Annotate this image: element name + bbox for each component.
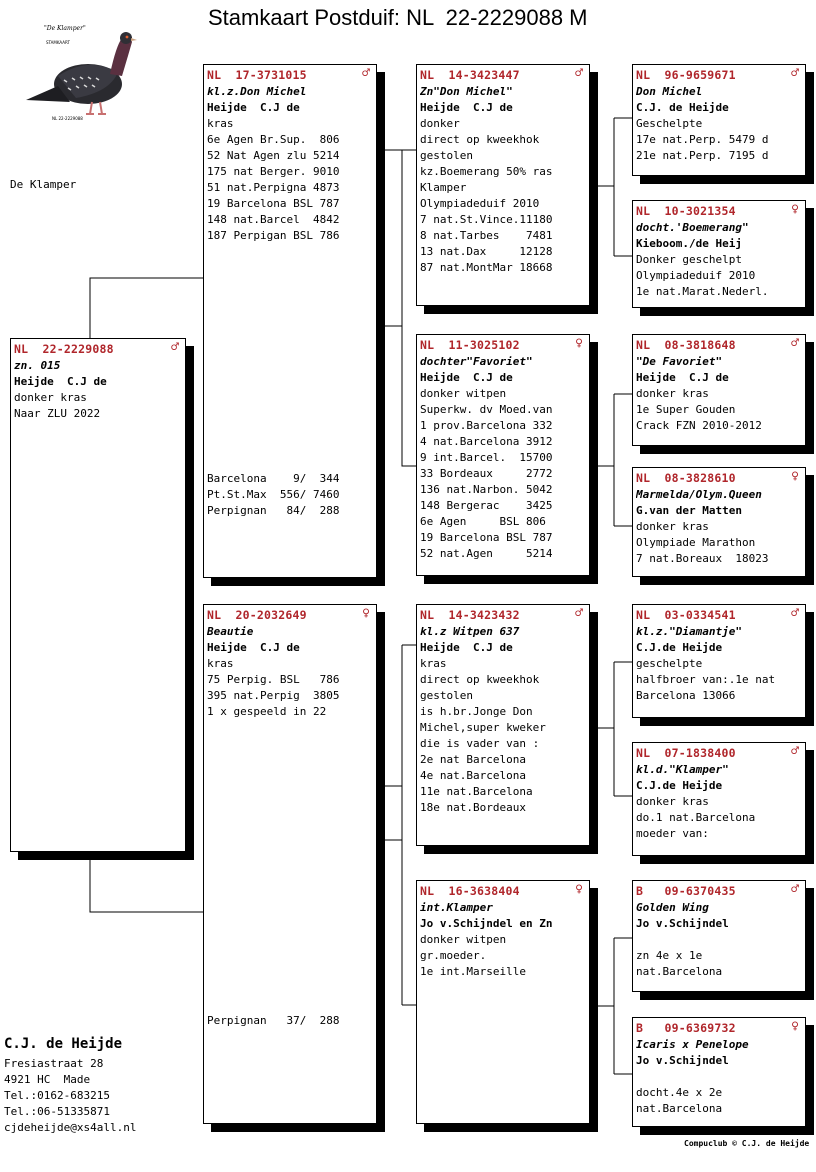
info-line: donker kras bbox=[636, 795, 709, 808]
pigeon-name: Icaris x Penelope bbox=[636, 1038, 749, 1051]
breeder-name: Kieboom./de Heij bbox=[636, 237, 742, 250]
info-line: gr.moeder. bbox=[420, 949, 487, 962]
info-line: donker witpen bbox=[420, 387, 507, 400]
info-line: donker kras bbox=[636, 387, 709, 400]
info-line: is h.br.Jonge Don bbox=[420, 705, 533, 718]
card-header bbox=[207, 607, 373, 623]
card-header bbox=[636, 337, 802, 353]
ring-number: NL 11-3025102 bbox=[420, 338, 520, 352]
pedigree-card-fmm[interactable] bbox=[632, 467, 806, 577]
logo-subcaption: STAMKAART bbox=[46, 40, 70, 45]
pigeon-name: "De Favoriet" bbox=[636, 355, 723, 368]
info-line bbox=[636, 1069, 802, 1085]
card-header bbox=[636, 607, 802, 623]
breeder-name: C.J.de Heijde bbox=[636, 779, 723, 792]
owner-address: Fresiastraat 28 bbox=[4, 1057, 104, 1070]
info-line: 148 nat.Barcel 4842 bbox=[207, 213, 340, 226]
page-title: Stamkaart Postduif: NL 22-2229088 M bbox=[208, 5, 588, 30]
info-line: 11e nat.Barcelona bbox=[420, 785, 533, 798]
breeder-name: Heijde C.J de bbox=[420, 371, 513, 384]
pedigree-card-mmm[interactable] bbox=[632, 1017, 806, 1127]
info-line: kras bbox=[207, 117, 234, 130]
card-body bbox=[420, 84, 586, 276]
card-header bbox=[14, 341, 182, 357]
info-line: direct op kweekhok bbox=[420, 133, 540, 146]
info-line: direct op kweekhok bbox=[420, 673, 540, 686]
info-line: geschelpte bbox=[636, 657, 703, 670]
card-body bbox=[636, 487, 802, 567]
male-icon: ♂ bbox=[575, 66, 583, 81]
pigeon-name: Zn"Don Michel" bbox=[420, 85, 513, 98]
owner-phone-1: Tel.:0162-683215 bbox=[4, 1089, 110, 1102]
info-line: 6e Agen BSL 806 bbox=[420, 515, 546, 528]
card-body bbox=[207, 624, 373, 720]
breeder-name: Heijde C.J de bbox=[420, 641, 513, 654]
card-header bbox=[636, 470, 802, 486]
info-line: donker witpen bbox=[420, 933, 507, 946]
card-body bbox=[636, 1037, 802, 1117]
card-body bbox=[636, 220, 802, 300]
pigeon-name: Marmelda/Olym.Queen bbox=[636, 488, 762, 501]
info-line: moeder van: bbox=[636, 827, 709, 840]
female-icon: ♀ bbox=[575, 882, 583, 897]
ring-number: NL 16-3638404 bbox=[420, 884, 520, 898]
card-body bbox=[420, 900, 586, 980]
info-line: die is vader van : bbox=[420, 737, 540, 750]
pedigree-card-father-father[interactable] bbox=[416, 64, 590, 306]
info-line: 395 nat.Perpig 3805 bbox=[207, 689, 340, 702]
card-body bbox=[636, 762, 802, 842]
card-header bbox=[636, 1020, 802, 1036]
info-line: 18e nat.Bordeaux bbox=[420, 801, 526, 814]
info-line: 9 int.Barcel. 15700 bbox=[420, 451, 553, 464]
card-body bbox=[207, 84, 373, 244]
ring-number: B 09-6369732 bbox=[636, 1021, 736, 1035]
info-line: 4 nat.Barcelona 3912 bbox=[420, 435, 553, 448]
info-line: halfbroer van:.1e nat bbox=[636, 673, 776, 686]
ring-number: NL 14-3423432 bbox=[420, 608, 520, 622]
info-line: 21e nat.Perp. 7195 d bbox=[636, 149, 769, 162]
card-body bbox=[420, 354, 586, 562]
info-line: gestolen bbox=[420, 689, 473, 702]
info-line: gestolen bbox=[420, 149, 473, 162]
info-line: 7 nat.Boreaux 18023 bbox=[636, 552, 769, 565]
info-line: 52 Nat Agen zlu 5214 bbox=[207, 149, 340, 162]
pigeon-name-label: De Klamper bbox=[10, 178, 77, 191]
ring-number: NL 03-0334541 bbox=[636, 608, 736, 622]
breeder-name: Jo v.Schijndel bbox=[636, 1054, 729, 1067]
ring-number: NL 20-2032649 bbox=[207, 608, 307, 622]
ring-number: NL 10-3021354 bbox=[636, 204, 736, 218]
female-icon: ♀ bbox=[791, 1019, 799, 1034]
owner-email[interactable]: cjdeheijde@xs4all.nl bbox=[4, 1121, 137, 1134]
owner-city: 4921 HC Made bbox=[4, 1073, 91, 1086]
male-icon: ♂ bbox=[791, 336, 799, 351]
credit-footer: Compuclub © C.J. de Heijde bbox=[684, 1139, 810, 1148]
pigeon-name: docht.'Boemerang" bbox=[636, 221, 749, 234]
result-line: Barcelona 9/ 344 bbox=[207, 472, 340, 485]
info-line: 1e nat.Marat.Nederl. bbox=[636, 285, 769, 298]
info-line: zn 4e x 1e bbox=[636, 949, 703, 962]
info-line: Crack FZN 2010-2012 bbox=[636, 419, 762, 432]
info-line: 1e Super Gouden bbox=[636, 403, 736, 416]
ring-number: NL 08-3828610 bbox=[636, 471, 736, 485]
breeder-name: Heijde C.J de bbox=[636, 371, 729, 384]
info-line bbox=[636, 932, 802, 948]
logo-caption: "De Klamper" bbox=[44, 25, 86, 32]
info-line: Michel,super kweker bbox=[420, 721, 546, 734]
owner-name: C.J. de Heijde bbox=[4, 1036, 123, 1052]
pigeon-name: int.Klamper bbox=[420, 901, 493, 914]
pigeon-name: kl.z Witpen 637 bbox=[420, 625, 520, 638]
info-line: 136 nat.Narbon. 5042 bbox=[420, 483, 553, 496]
female-icon: ♀ bbox=[791, 469, 799, 484]
breeder-name: Jo v.Schijndel bbox=[636, 917, 729, 930]
info-line: nat.Barcelona bbox=[636, 1102, 723, 1115]
info-line: donker kras bbox=[14, 391, 87, 404]
ring-number: NL 14-3423447 bbox=[420, 68, 520, 82]
info-line: 187 Perpigan BSL 786 bbox=[207, 229, 340, 242]
pedigree-card-ffm[interactable] bbox=[632, 200, 806, 308]
pedigree-card-subject[interactable] bbox=[10, 338, 186, 852]
pedigree-card-father[interactable] bbox=[203, 64, 377, 578]
card-body bbox=[636, 354, 802, 434]
ring-number: B 09-6370435 bbox=[636, 884, 736, 898]
male-icon: ♂ bbox=[791, 882, 799, 897]
card-header bbox=[420, 67, 586, 83]
info-line: 87 nat.MontMar 18668 bbox=[420, 261, 553, 274]
pigeon-name: kl.z.Don Michel bbox=[207, 85, 307, 98]
info-line: 6e Agen Br.Sup. 806 bbox=[207, 133, 340, 146]
info-line: kras bbox=[207, 657, 234, 670]
male-icon: ♂ bbox=[362, 66, 370, 81]
card-header bbox=[636, 745, 802, 761]
info-line: Barcelona 13066 bbox=[636, 689, 736, 702]
pigeon-name: Beautie bbox=[207, 625, 254, 638]
info-line: Olympiadeduif 2010 bbox=[420, 197, 540, 210]
info-line: kz.Boemerang 50% ras bbox=[420, 165, 553, 178]
pigeon-name: zn. 015 bbox=[14, 359, 61, 372]
info-line: Donker geschelpt bbox=[636, 253, 742, 266]
info-line: kras bbox=[420, 657, 447, 670]
pedigree-card-father-mother[interactable] bbox=[416, 334, 590, 576]
info-line: 19 Barcelona BSL 787 bbox=[420, 531, 553, 544]
pigeon-name: Golden Wing bbox=[636, 901, 709, 914]
info-line: Olympiadeduif 2010 bbox=[636, 269, 756, 282]
breeder-name: Heijde C.J de bbox=[420, 101, 513, 114]
info-line: 148 Bergerac 3425 bbox=[420, 499, 553, 512]
ring-number: NL 07-1838400 bbox=[636, 746, 736, 760]
info-line: 17e nat.Perp. 5479 d bbox=[636, 133, 769, 146]
info-line: Olympiade Marathon bbox=[636, 536, 756, 549]
info-line: Geschelpte bbox=[636, 117, 703, 130]
info-line: Superkw. dv Moed.van bbox=[420, 403, 553, 416]
ring-number: NL 96-9659671 bbox=[636, 68, 736, 82]
info-line: 75 Perpig. BSL 786 bbox=[207, 673, 340, 686]
breeder-name: Heijde C.J de bbox=[207, 641, 300, 654]
card-body bbox=[636, 900, 802, 980]
info-line: donker bbox=[420, 117, 460, 130]
pedigree-card-fmf[interactable] bbox=[632, 334, 806, 446]
male-icon: ♂ bbox=[171, 340, 179, 355]
result-line: Perpignan 84/ 288 bbox=[207, 504, 340, 517]
info-line: 51 nat.Perpigna 4873 bbox=[207, 181, 340, 194]
pedigree-card-mmf[interactable] bbox=[632, 880, 806, 992]
info-line: 52 nat.Agen 5214 bbox=[420, 547, 553, 560]
card-header bbox=[420, 607, 586, 623]
breeder-name: Heijde C.J de bbox=[14, 375, 107, 388]
info-line: 175 nat Berger. 9010 bbox=[207, 165, 340, 178]
info-line: 2e nat Barcelona bbox=[420, 753, 526, 766]
card-body bbox=[420, 624, 586, 816]
info-line: 1e int.Marseille bbox=[420, 965, 526, 978]
card-body bbox=[636, 84, 802, 164]
card-body bbox=[14, 358, 182, 422]
breeder-name: G.van der Matten bbox=[636, 504, 742, 517]
pigeon-name: Don Michel bbox=[636, 85, 703, 98]
breeder-name: C.J. de Heijde bbox=[636, 101, 729, 114]
female-icon: ♀ bbox=[575, 336, 583, 351]
info-line: 1 prov.Barcelona 332 bbox=[420, 419, 553, 432]
pigeon-name: kl.d."Klamper" bbox=[636, 763, 729, 776]
pigeon-name: kl.z."Diamantje" bbox=[636, 625, 742, 638]
info-line: Klamper bbox=[420, 181, 467, 194]
info-line: 7 nat.St.Vince.11180 bbox=[420, 213, 553, 226]
info-line: Naar ZLU 2022 bbox=[14, 407, 101, 420]
owner-phone-2: Tel.:06-51335871 bbox=[4, 1105, 110, 1118]
male-icon: ♂ bbox=[575, 606, 583, 621]
owner-block bbox=[4, 1034, 194, 1136]
card-body bbox=[636, 624, 802, 704]
info-line: do.1 nat.Barcelona bbox=[636, 811, 756, 824]
card-header bbox=[636, 67, 802, 83]
pedigree-card-mff[interactable] bbox=[632, 604, 806, 718]
female-icon: ♀ bbox=[362, 606, 370, 621]
pedigree-card-mother-mother[interactable] bbox=[416, 880, 590, 1124]
result-line: Pt.St.Max 556/ 7460 bbox=[207, 488, 340, 501]
info-line: docht.4e x 2e bbox=[636, 1086, 723, 1099]
info-line: nat.Barcelona bbox=[636, 965, 723, 978]
logo-ring: NL 22-2229088 bbox=[52, 116, 83, 121]
pedigree-card-mother[interactable] bbox=[203, 604, 377, 1124]
card-header bbox=[636, 203, 802, 219]
pedigree-card-mfm[interactable] bbox=[632, 742, 806, 856]
male-icon: ♂ bbox=[791, 66, 799, 81]
card-header bbox=[636, 883, 802, 899]
results-footer bbox=[207, 1013, 373, 1029]
ring-number: NL 08-3818648 bbox=[636, 338, 736, 352]
results-footer bbox=[207, 471, 373, 519]
ring-number: NL 17-3731015 bbox=[207, 68, 307, 82]
info-line: 13 nat.Dax 12128 bbox=[420, 245, 553, 258]
info-line: 8 nat.Tarbes 7481 bbox=[420, 229, 553, 242]
pedigree-card-mother-father[interactable] bbox=[416, 604, 590, 846]
female-icon: ♀ bbox=[791, 202, 799, 217]
breeder-name: Jo v.Schijndel en Zn bbox=[420, 917, 553, 930]
card-header bbox=[420, 883, 586, 899]
info-line: 19 Barcelona BSL 787 bbox=[207, 197, 340, 210]
card-header bbox=[207, 67, 373, 83]
male-icon: ♂ bbox=[791, 744, 799, 759]
breeder-name: Heijde C.J de bbox=[207, 101, 300, 114]
info-line: 4e nat.Barcelona bbox=[420, 769, 526, 782]
result-line: Perpignan 37/ 288 bbox=[207, 1014, 340, 1027]
info-line: 33 Bordeaux 2772 bbox=[420, 467, 553, 480]
breeder-name: C.J.de Heijde bbox=[636, 641, 723, 654]
ring-number: NL 22-2229088 bbox=[14, 342, 114, 356]
info-line: donker kras bbox=[636, 520, 709, 533]
male-icon: ♂ bbox=[791, 606, 799, 621]
info-line: 1 x gespeeld in 22 bbox=[207, 705, 327, 718]
pedigree-card-fff[interactable] bbox=[632, 64, 806, 176]
pigeon-name: dochter"Favoriet" bbox=[420, 355, 533, 368]
card-header bbox=[420, 337, 586, 353]
